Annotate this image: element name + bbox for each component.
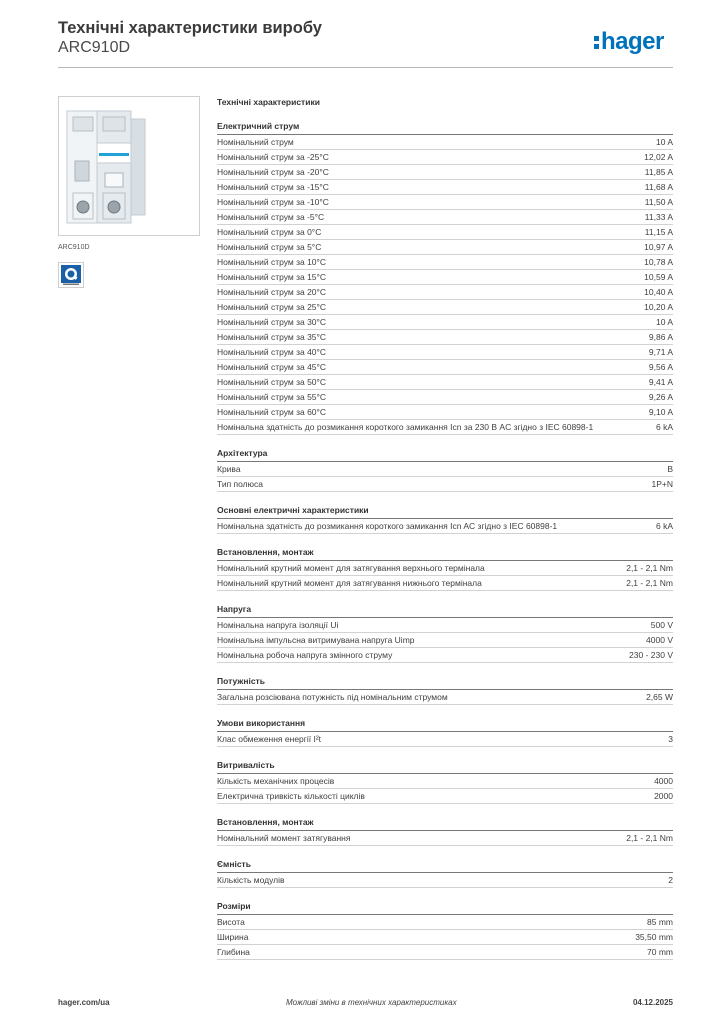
spec-label: Номінальний крутний момент для затягування нижнього термінала: [217, 578, 482, 588]
spec-value: 2,1 - 2,1 Nm: [626, 563, 673, 573]
footer-note: Можливі зміни в технічних характеристиках: [286, 998, 457, 1007]
spec-row: [217, 195, 673, 210]
spec-value: 9,10 A: [648, 407, 673, 417]
spec-section: [217, 447, 673, 492]
spec-value: 10 A: [655, 137, 673, 147]
spec-label: Номінальний струм за 35°C: [217, 332, 327, 342]
spec-row: [217, 774, 673, 789]
spec-row: [217, 345, 673, 360]
spec-label: Кількість механічних процесів: [217, 776, 335, 786]
technical-specifications: [217, 96, 673, 960]
spec-section: [217, 717, 673, 747]
spec-row: [217, 165, 673, 180]
spec-label: Тип полюса: [217, 479, 263, 489]
spec-label: Номінальний струм за 20°C: [217, 287, 327, 297]
spec-section: [217, 900, 673, 960]
spec-label: Номінальна здатність до розмикання короткого замикання Icn за 230 В AC згідно з IEC 60898-1: [217, 422, 594, 432]
spec-value: 2: [668, 875, 673, 885]
spec-label: Номінальний струм за 55°C: [217, 392, 327, 402]
spec-row: [217, 576, 673, 591]
spec-row: [217, 135, 673, 150]
spec-value: 4000: [654, 776, 673, 786]
product-code: ARC910D: [58, 39, 131, 56]
spec-value: 2,1 - 2,1 Nm: [626, 578, 673, 588]
spec-label: Загальна розсіювана потужність під номінальним струмом: [217, 692, 448, 702]
spec-label: Номінальна напруга ізоляції Ui: [217, 620, 339, 630]
spec-row: [217, 225, 673, 240]
spec-row: [217, 561, 673, 576]
spec-value: 9,56 A: [648, 362, 673, 372]
spec-label: Номінальний струм за -25°C: [217, 152, 329, 162]
spec-label: Номінальна імпульсна витримувана напруга Uimp: [217, 635, 415, 645]
header-divider: [58, 67, 673, 68]
spec-label: Номінальна робоча напруга змінного струму: [217, 650, 393, 660]
spec-label: Номінальний струм за 0°C: [217, 227, 322, 237]
spec-value: 11,50 A: [644, 197, 673, 207]
page-title: Технічні характеристики виробу: [58, 19, 322, 37]
spec-value: 70 mm: [647, 947, 673, 957]
spec-row: [217, 477, 673, 492]
spec-row: [217, 648, 673, 663]
spec-value: B: [667, 464, 673, 474]
spec-row: [217, 210, 673, 225]
spec-value: 6 kA: [655, 422, 673, 432]
spec-label: Номінальний момент затягування: [217, 833, 351, 843]
circuit-breaker-device-image: [59, 97, 199, 235]
spec-row: [217, 255, 673, 270]
spec-label: Глибина: [217, 947, 250, 957]
spec-row: [217, 240, 673, 255]
spec-section-title: Основні електричні характеристики: [217, 504, 673, 519]
spec-value: 35,50 mm: [635, 932, 673, 942]
spec-value: 2000: [654, 791, 673, 801]
spec-row: [217, 150, 673, 165]
spec-value: 11,33 A: [644, 212, 673, 222]
page-header: [58, 18, 322, 58]
spec-value: 9,41 A: [648, 377, 673, 387]
spec-label: Номінальний струм за 40°C: [217, 347, 327, 357]
spec-row: [217, 633, 673, 648]
spec-value: 1P+N: [651, 479, 673, 489]
spec-label: Номінальний струм за 25°C: [217, 302, 327, 312]
spec-label: Номінальний струм за -20°C: [217, 167, 329, 177]
quality-certification-badge-icon: [58, 262, 84, 288]
spec-value: 6 kA: [655, 521, 673, 531]
spec-value: 11,68 A: [644, 182, 673, 192]
spec-section-title: Витривалість: [217, 759, 673, 774]
spec-row: [217, 285, 673, 300]
spec-section-title: Розміри: [217, 900, 673, 915]
spec-label: Висота: [217, 917, 245, 927]
spec-section-title: Потужність: [217, 675, 673, 690]
spec-row: [217, 915, 673, 930]
spec-label: Крива: [217, 464, 241, 474]
spec-section-title: Ємність: [217, 858, 673, 873]
spec-row: [217, 618, 673, 633]
spec-section-title: Напруга: [217, 603, 673, 618]
spec-value: 10,20 A: [644, 302, 673, 312]
spec-label: Номінальний струм за -5°C: [217, 212, 325, 222]
spec-value: 9,71 A: [648, 347, 673, 357]
spec-section: [217, 759, 673, 804]
spec-row: [217, 732, 673, 747]
spec-row: [217, 360, 673, 375]
spec-section: [217, 504, 673, 534]
spec-section: [217, 603, 673, 663]
spec-label: Номінальний струм за -15°C: [217, 182, 329, 192]
spec-value: 9,26 A: [648, 392, 673, 402]
footer-website[interactable]: hager.com/ua: [58, 998, 110, 1007]
spec-row: [217, 873, 673, 888]
spec-value: 10,59 A: [644, 272, 673, 282]
spec-row: [217, 270, 673, 285]
spec-value: 10,78 A: [644, 257, 673, 267]
spec-value: 11,15 A: [644, 227, 673, 237]
spec-row: [217, 945, 673, 960]
spec-label: Номінальний струм за 50°C: [217, 377, 327, 387]
spec-label: Номінальний струм за 15°C: [217, 272, 327, 282]
spec-label: Ширина: [217, 932, 249, 942]
spec-label: Номінальний струм за 10°C: [217, 257, 327, 267]
spec-value: 230 - 230 V: [629, 650, 673, 660]
spec-section-title: Електричний струм: [217, 120, 673, 135]
spec-value: 85 mm: [647, 917, 673, 927]
spec-section: [217, 858, 673, 888]
spec-label: Номінальний струм за 5°C: [217, 242, 322, 252]
spec-value: 500 V: [650, 620, 673, 630]
spec-label: Номінальний крутний момент для затягування верхнього термінала: [217, 563, 485, 573]
footer-date: 04.12.2025: [632, 998, 673, 1007]
spec-section: [217, 120, 673, 435]
spec-section: [217, 675, 673, 705]
spec-row: [217, 375, 673, 390]
spec-row: [217, 831, 673, 846]
spec-row: [217, 315, 673, 330]
spec-value: 9,86 A: [648, 332, 673, 342]
spec-section-title: Умови використання: [217, 717, 673, 732]
spec-value: 3: [668, 734, 673, 744]
spec-section: [217, 546, 673, 591]
spec-section: [217, 816, 673, 846]
spec-row: [217, 405, 673, 420]
spec-section-title: Встановлення, монтаж: [217, 546, 673, 561]
product-image: [58, 96, 200, 236]
hager-logo: [594, 27, 664, 57]
logo-dots-icon: [594, 36, 599, 49]
spec-value: 12,02 A: [644, 152, 673, 162]
spec-row: [217, 930, 673, 945]
spec-value: 4000 V: [646, 635, 673, 645]
spec-value: 10 A: [655, 317, 673, 327]
spec-label: Електрична тривкість кількості циклів: [217, 791, 365, 801]
spec-section-title: Архітектура: [217, 447, 673, 462]
spec-row: [217, 330, 673, 345]
spec-row: [217, 300, 673, 315]
spec-label: Номінальна здатність до розмикання короткого замикання Icn AC згідно з IEC 60898-1: [217, 521, 558, 531]
product-image-caption: ARC910D: [58, 244, 90, 251]
spec-label: Номінальний струм: [217, 137, 294, 147]
spec-row: [217, 690, 673, 705]
spec-value: 2,65 W: [646, 692, 673, 702]
spec-row: [217, 789, 673, 804]
spec-label: Номінальний струм за -10°C: [217, 197, 329, 207]
specs-heading: Технічні характеристики: [217, 97, 320, 107]
spec-row: [217, 390, 673, 405]
spec-value: 10,40 A: [644, 287, 673, 297]
spec-row: [217, 180, 673, 195]
spec-label: Номінальний струм за 60°C: [217, 407, 327, 417]
spec-label: Номінальний струм за 45°C: [217, 362, 327, 372]
spec-label: Кількість модулів: [217, 875, 285, 885]
spec-section-title: Встановлення, монтаж: [217, 816, 673, 831]
spec-label: Клас обмеження енергії I²t: [217, 734, 322, 744]
spec-value: 11,85 A: [644, 167, 673, 177]
spec-label: Номінальний струм за 30°C: [217, 317, 327, 327]
spec-value: 10,97 A: [644, 242, 673, 252]
spec-row: [217, 519, 673, 534]
spec-row: [217, 462, 673, 477]
logo-wordmark: hager: [601, 28, 664, 55]
spec-value: 2,1 - 2,1 Nm: [626, 833, 673, 843]
spec-row: [217, 420, 673, 435]
